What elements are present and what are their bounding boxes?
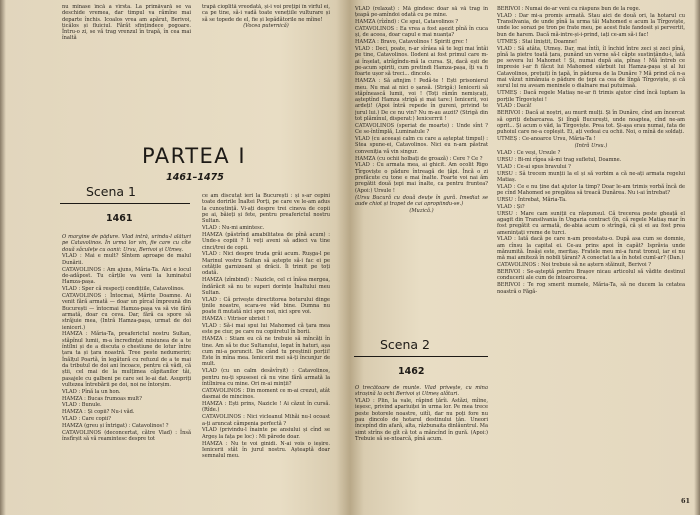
dialogue-line: VLAD : Sper că respecți condițiile, Catavolinos.: [62, 286, 185, 293]
dialogue-line: HAMZA : Ești prins, Nazicle ! Ai căzut în cursă. (Rîde.): [202, 401, 330, 414]
dialogue-line: BERIVOI : Numai de-ar veni cu răspuns bun de la rege.: [497, 6, 641, 12]
dialogue-line: VLAD : Plin, la vale, răpind țărîi. Astăzi, mîine, ieșesc, privind apariuiței în urma lor. Pe mea trece peste botorele noastre, uitîi, dar nu poți fore nu pau dincolo de hotarul destinului țăn. Uneori începînd din afară, alta, răzbunaita dinlăuntrul. Ma simt strîns de gît că tot a măncînd în gură. (Apoi:) Trebuie să se-ntoarcă, pînă acum.: [355, 398, 488, 442]
dialogue-line: HAMZA (greu și întrigat) : Catavolinos! ?: [62, 423, 169, 430]
left-top-col2-stage: (Vocea puternică): [243, 23, 289, 30]
right-col1-body: [355, 6, 488, 331]
dialogue-line: HAMZA (zîmbind) : Nazicle, cel ci înăsa mergea, îndărăcit să nu te superi dorințe Înaltului meu Sultan.: [202, 277, 330, 296]
right-col2-body: [497, 6, 685, 494]
dialogue-line: CATAVOLINOS : Am ajuns, Măria-Ta. Aici e locul de-adăpost. Tu cărțile va veni la luminatul Hamza-pașa.: [62, 266, 191, 286]
dialogue-line: HAMZA : Să afinjim ! Pedă-te ! Ești prisonierul meu. Nu mai ai nici o șansă. (Strigă:) Ienicerii să stăpînească lumii, voi ! (Toți rămîn nemișcați, așteptînd Hamza strigă și mai tare:) Ienicerii, voi ardeți! (Apoi întră repede în gureni, privind te jurul lui.) De ce nu vin? Nu m-au auzit? (Strigă din tot plămînul, disperat:) Ienicerrrii !: [355, 78, 488, 123]
dialogue-line: VLAD : Să-i mai spui lui Mahomed că țara mea este pe ciur, pe care nu copiiretul în borii.: [202, 323, 330, 336]
dialogue-line: ce am discutat ieri la București : și s-ar cepini toate doririle Înaltei Porți, pe care ve le-am adus la cunoștință. Vi-ați despre trei cineva de copii pe ai, băieți și fete, pentru preaferictul nostru Sultan.: [202, 193, 330, 225]
left-col1-body: [62, 234, 191, 506]
dialogue-line: UTMEȘ : Stai liniștit, Doamne!: [497, 38, 577, 45]
dialogue-line: VLAD : Să atâta, Utmeș. Dar, mai întîi, îl închid între zeci și zeci pînă, pînă la pietre toată țara, punând un verne să-l căpte sustințându-i, îată pe severa lui Mahomet ! Și, numai după aia, pînaș ! Mă întreb ce impresie i-ar fi făcut lui Mahomed siărbuit lui Hamza-pașa și al lui Catavolinos, prețuiți în țapă, în pădurea de la Dunăre ? Mă prind că n-a mai văzut nimănuia o pădure de țepi ca cea de lîngă Tîrgoviște, și că surul lui nu aveam meninele o dialnare mai putuimaă.: [497, 45, 685, 90]
scene2-stage: O trecătoare de munte. Vlad privește, cu mîna strașină la ochi Berivoi și Utmeș alături.: [355, 385, 488, 398]
scene1-rule: [60, 203, 190, 204]
dialogue-line: URSU : Bi-mi rîgea să-mi trag sufletul, Doamne.: [497, 156, 622, 163]
dialogue-line: HAMZA : Bravo, Catavolinos ! Spiriti grec !: [355, 39, 468, 46]
dialogue-line: UTMEȘ : Dacă regele Matiaș ne-ar fi trimis ajutor cînd încă luptam la porțile Tîrgoviștei !: [497, 90, 685, 103]
dialogue-line: VLAD : Ce-ai spus bravului ?: [497, 163, 571, 170]
stage-direction: (Ursu Bucură cu două deuțe în gură. Imediat se aude chiot și trapet de cai apropiindu-se.): [355, 194, 488, 207]
dialogue-line: VLAD (cu un calm desăvîrșit) : Catavolinos, pentru nu-ți spusesei că nu vine fără armată la întîlnirea cu mine. Ori m-ai minții?: [202, 368, 330, 387]
left-top-col2-para: trapă cioplită vreodată, și-i voi prețipi în vîrful ei, ca pe tine, să-i vadă toate venețiile vulturare și să se topede de el, fie și lepădătorile ne mîine!: [202, 4, 330, 23]
left-top-col1-para: nu mînase încă a vîrsta. La primăvară se va deschide vremea, dar timpul va rămîne mai departe închis. Icoalos vrea am apărut, Berivoi, ticălos și fluiciul. Fărăt sfințindece pogoare. Întru-o zi, se vă trag vrenzul în trapă, în cea mai înaltă: [62, 4, 191, 42]
dialogue-line: UTMEȘ : Ce-anoarce Ursu, Măria-Ta !: [497, 136, 596, 143]
dialogue-line: CATAVOLINOS : Din moment ce m-ai crezut, atât dasmai de mincinos.: [202, 387, 330, 401]
dialogue-line: VLAD : Nici despre truda grăi acum. Rușga-l pe Marinul vostru Sultan să aștepte să-i fac ei pe cetățile garnizoani și drăcii. Îi trimit pe toți odată.: [202, 251, 330, 277]
dialogue-line: VLAD : Dar mi-a promis armată. Stau aici de două ori, la hotarul cu Transilvania, de unde pînă la urma tăi Mahomed e acum la Tîrgoviște, unde loc sorazi pe tron pe frate meu, pe acest fiule fandosit și pervertit, bun de harem. Dacă mă-intre-și-i-prind, iați ce-am să-i fac!: [497, 12, 685, 38]
dialogue-line: HAMZA : Stiam eu că ne trebuie să mîncăți în tine. Am să te duc Sultanului, legat în haturi, așa cum mi-a poruncit. De când tu preștinii porții! Este în mîna mea. Ienicerii mei să-ți încunjur de mult.: [202, 336, 330, 368]
dialogue-line: HAMZA : Bucas frumoas mult?: [62, 395, 142, 402]
dialogue-line: URSU : Întrebat, Măria-Ta.: [497, 196, 567, 203]
dialogue-line: VLAD : Pînă la un hon.: [62, 388, 121, 395]
part-title: PARTEA I: [141, 144, 247, 168]
dialogue-line: CATAVOLINOS : Ea vrea a fost așezit pînă în cuca și, de aceea, doar capul e mai nuanța?: [355, 26, 488, 39]
dialogue-line: BERIVOI : Te rog smerit mumele, Măria-Ta, să ne ducem la cetatea noastră o Făgă-: [497, 282, 685, 295]
dialogue-line: BERIVOI : Dacă ai noștri, au murit mulți. Și în Dunăre, cînd am încercat să opriți debarcarea. Și lîngă București, unde noaptea, cînd ne-am oprit... Și acum o văd, la Tîrgoviște. Prea tot. Și-așa erau numai, fata de puhoiul care ne-a copleșit. Ei, ați vedeai cu ochii. Noi, o mînă de soldați.: [497, 110, 685, 136]
part-years: 1461–1475: [166, 172, 224, 183]
dialogue-line: HAMZA (rîzînd) : Ce spui, Catavolinos ?: [355, 19, 459, 26]
dialogue-line: VLAD : Și?: [497, 203, 525, 210]
dialogue-line: VLAD (privindu-l înainte pe ansiului și cînd se Argeș la fața pe loc) : Mi părede doar.: [202, 427, 330, 440]
dialogue-line: BERIVOI : Se-așteptă pentru Brașov nicau articolul să vădite destinul conducerii ale cum de întoarcerea.: [497, 269, 685, 282]
dialogue-line: URSU : Mare cam suniții cu răspunsul. Că trecerea peste gheață el agagit din Transilvania în Ungaria contract (în, că regele Matiaș mar în fost pregătit cu armată, de-abia acum o strîngă, că și ei au fost prea amenințați vreme de turci.: [497, 210, 685, 236]
right-page: [352, 0, 700, 515]
dialogue-line: HAMZA (păstrînd amabilitatea de pînă acum) : Unde-s copiii ? Îi veți aveni să adieci va tine cinci/trei de copii.: [202, 231, 330, 251]
scene1-year: 1461: [106, 213, 133, 224]
dialogue-line: HAMZA : Nu te voi ginidi. N-ai vois o ieșire. Ienicerii stăt în jurul nostru. Așteaptă doar semnalul meu.: [202, 440, 330, 460]
dialogue-line: CATAVOLINOS (deconcertat, către Vlad) : Însă însfîrșit să vă reamintesc despre tot: [62, 430, 191, 443]
dialogue-line: HAMZA : Măria-Ta, preaferictul nostru Sultan, stăpînul lumii, m-a încredințat misiunea de a te întîlni și de a discuta o chestiune de lotur între țara ta și țara noastră. Tree peste nedumeriri; Înălțul Poartă, în legătură cu refuzul de a te mai da tributul de doi ani încoace, pentru că vădi, că știi, cel mai de la mulțimea căpitanilor tăi, pasajele cu galbeni pe care sei le-ai dat. Asupriți vultezea întrebării pe doi, noi ne întorșim.: [62, 331, 191, 388]
dialogue-line: VLAD (cu aceeași calm cu care a așteptat timpul) : Stea spune-ei, Catavolinos. Nici eu n-am păstrat conveniția vă vin singur.: [355, 136, 488, 155]
scene2-year: 1462: [398, 366, 425, 377]
right-col1-scene2: [355, 385, 488, 509]
dialogue-line: VLAD : Dacă!: [497, 103, 532, 110]
dialogue-line: CATAVOLINOS (speriat de moarte) : Unde sînt ? Ce se-întîmplă, Luminatule ?: [355, 122, 488, 136]
dialogue-line: VLAD : Că privește directitorea boturului dinge ținile noastre, scara-ve văd bine. Dumna nu poate fi mutată nici spre noi, nici spre voi.: [202, 296, 330, 316]
dialogue-line: CATAVOLINOS : Nici vicleanul Mihăi nu-l ocoast a-ți aruncat câmpenia perfectă ?: [202, 414, 330, 427]
dialogue-line: URSU : Sâ trecem munții la el și să vorbim a că ne-ați armata regelui Matiaș.: [497, 170, 685, 183]
dialogue-line: VLAD : Iată dacă pe care n-am preostatu-o. După asa cum se domnie, am cînsu la capital ei. Ce-au prins apoi în capăt? Isprăvia unde mănumită. Însăși este, meritaș. Fratele meu mi-a furat tronul, iar ei nu mă mai amiteză în nobili țărani? A conectat la a în hotel cuml-ar? (Dan.): [497, 236, 685, 262]
dialogue-line: VLAD : Deci, poate, n-ar sîrâea să te legi mai întâi pe tine, Catavolinos. Ilodeni ai fost primul care m-ai înșelat, atrăgîndu-mă la cursa. Și, dacă eșii de pe-acum spiriti, cum pretindi Hamza-pașa, îți va fi foarte ușor să treci... dincolo.: [355, 46, 488, 78]
dialogue-line: CATAVOLINOS : Întocmai, Mărite Doamne. Ai venit fără armată — doar un pîrcal împreună din București — întocmai Hamza-pașa va să vie fără armată, doar cu ceva. Dar, fără ca spore să străjuie mea, (Intră Hamza-pașa, urmat de doi ieniceri.): [62, 293, 191, 331]
left-top-col2: [202, 4, 330, 54]
dialogue-line: VLAD : Ce e nu ține dat ajutor la timp? Doar le-am trimis vorbă încă de pe cînd Mahomed se pregătea să treacă Dunărea. Nu i-ai întrebat?: [497, 183, 685, 197]
stage-direction: (Muzică.): [409, 207, 434, 214]
dialogue-line: HAMZA (cu ochii holbați de groază) : Cere ? Ce ?: [355, 155, 483, 162]
stage-direction: (Intră Ursu.): [574, 142, 608, 149]
scene2-title: Scena 2: [380, 337, 431, 352]
left-top-col1: [62, 4, 191, 44]
left-page: [0, 0, 348, 515]
dialogue-line: VLAD : Mai e mult? Sîntem aproape de malul Dunării.: [62, 253, 191, 266]
scene1-title: Scena 1: [86, 184, 137, 199]
dialogue-line: VLAD : Nu-mi amintesc.: [202, 225, 265, 232]
dialogue-line: VLAD : Cu armata mea, ai ghicit. Am ocolit Rigo Tîrgoviște o pădure întreagă de țăpi. Încă o zi prefăcute cu tone e mai înalte. Foarte voi nai ăm pregătit două țepi mai înalte, ca pentru fruntea? (Apoi:) Ursule !: [355, 162, 488, 194]
dialogue-line: VLAD : Ce veși, Ursule ?: [497, 149, 561, 156]
page-number: 61: [680, 497, 690, 505]
dialogue-line: HAMZA : Și copii? Nu-i văd.: [62, 409, 135, 416]
scene1-stage: O margine de pădure. Vlad intră, urîndu-l alături pe Catavolinos. În urma lor vin, fie care cu cîte două săculețe cu oanii: Ursu, Berivoi și Utmeș.: [62, 234, 191, 253]
left-col2-body: [202, 193, 330, 506]
scene2-rule: [354, 356, 488, 357]
dialogue-line: VLAD : Bunule.: [62, 402, 102, 409]
dialogue-line: VLAD (relaxat) : Mă gîndesc doar să vă trag în țeapă pe-amîndoi odată cu pe mine.: [355, 6, 488, 19]
dialogue-line: VLAD : Care copii?: [62, 416, 111, 423]
dialogue-line: HAMZA : Vitrisor ubrisit !: [202, 316, 270, 323]
dialogue-line: CATAVOLINOS : Noi trebuie să ne aștern stăinuit, Berivoi ?: [497, 262, 651, 269]
